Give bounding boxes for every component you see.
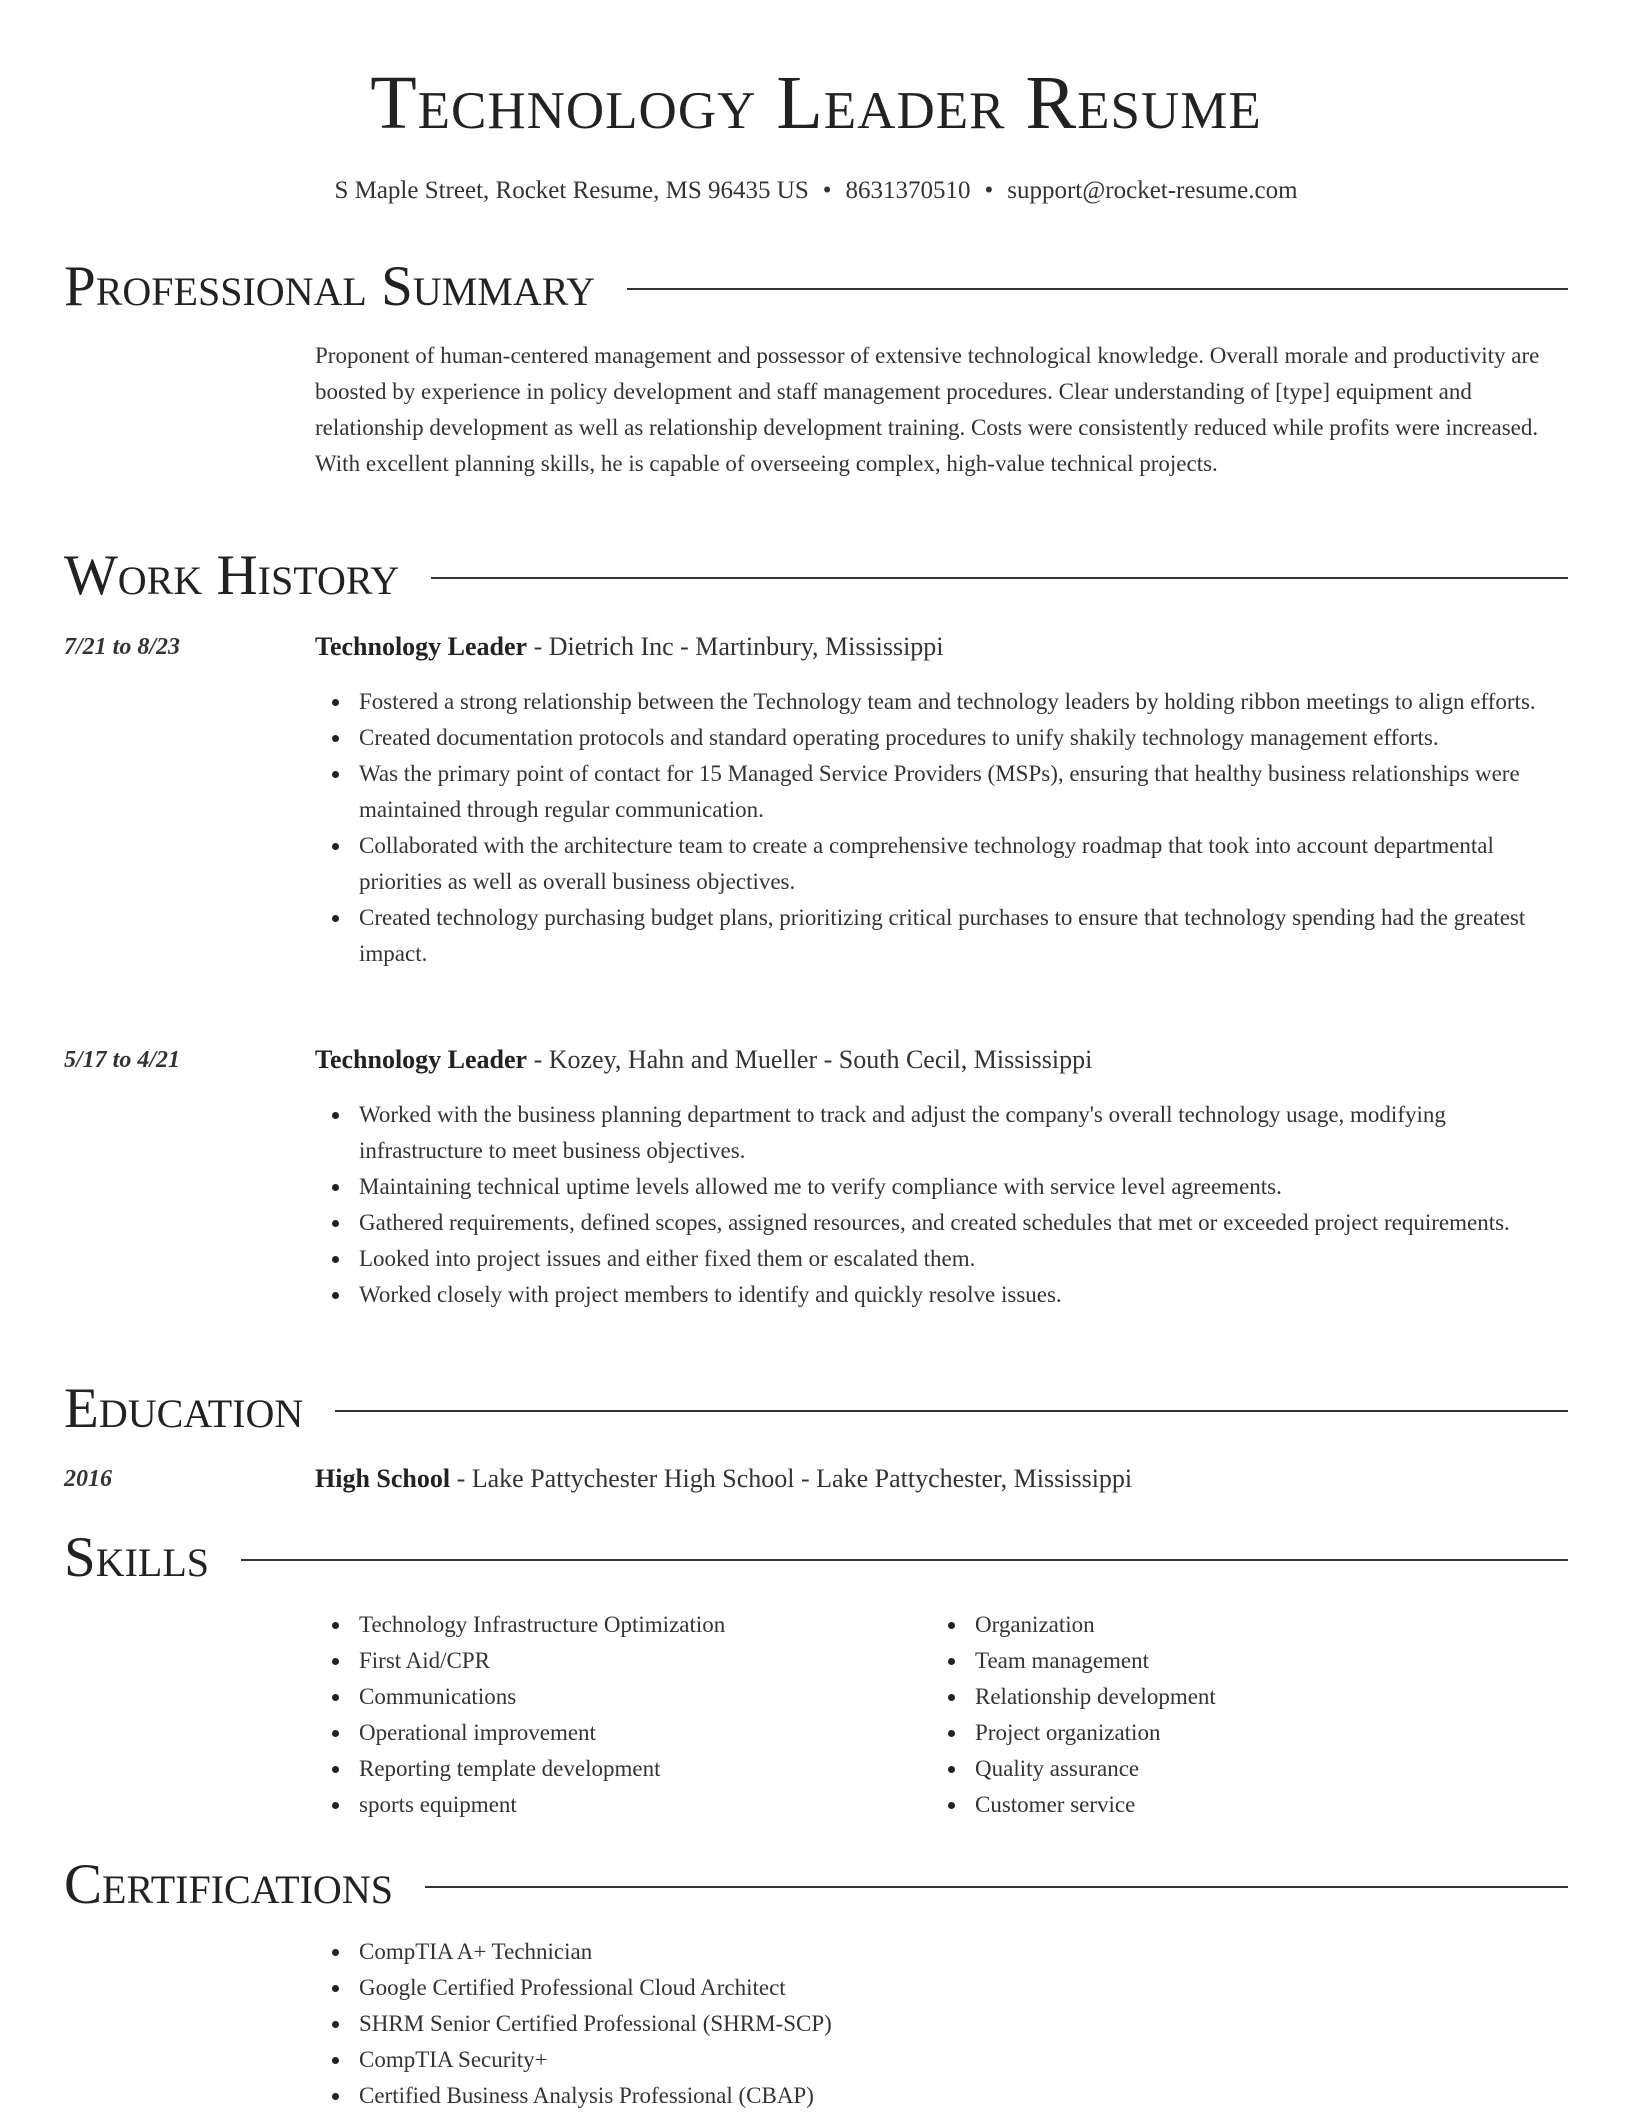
contact-address: S Maple Street, Rocket Resume, MS 96435 US xyxy=(334,177,809,204)
skill-item: Team management xyxy=(975,1643,1535,1679)
contact-phone: 8631370510 xyxy=(845,177,971,204)
contact-email[interactable]: support@rocket-resume.com xyxy=(1007,177,1298,204)
skills-list-left xyxy=(315,1607,919,1823)
skill-item: Reporting template development xyxy=(359,1751,919,1787)
summary-section-header xyxy=(64,252,1568,322)
contact-separator: • xyxy=(984,177,994,204)
section-divider xyxy=(425,1886,1568,1888)
certification-item: CompTIA A+ Technician xyxy=(359,1934,1568,1970)
skills-list-right xyxy=(931,1607,1535,1823)
summary-text: Proponent of human-centered management and possessor of extensive technological knowledge. Overall morale and productivity are boosted by experience in policy development and staff management procedures. Clear understanding of [type] equipment and relationship development as well as relationship development training. Costs were consistently reduced while profits were increased. With excellent planning skills, he is capable of overseeing complex, high-value technical projects. xyxy=(315,343,1540,476)
education-school: - Lake Pattychester High School - Lake Pattychester, Mississippi xyxy=(450,1464,1133,1493)
skill-item: Communications xyxy=(359,1679,919,1715)
section-title: Work History xyxy=(64,544,400,607)
job-bullet-list xyxy=(315,1097,1568,1313)
list-item: Worked closely with project members to identify and quickly resolve issues. xyxy=(359,1277,1568,1313)
education-section-header xyxy=(64,1374,1568,1444)
certification-item: CompTIA Security+ xyxy=(359,2042,1568,2078)
skill-item: Organization xyxy=(975,1607,1535,1643)
list-item: Created documentation protocols and standard operating procedures to unify shakily technology management efforts. xyxy=(359,720,1568,756)
certification-item: Certified Business Analysis Professional (CBAP) xyxy=(359,2078,1568,2114)
certifications-list xyxy=(315,1934,1568,2114)
job-dates: 7/21 to 8/23 xyxy=(64,634,181,660)
skill-item: sports equipment xyxy=(359,1787,919,1823)
skills-section-header xyxy=(64,1523,1568,1593)
skill-item: Relationship development xyxy=(975,1679,1535,1715)
section-title: Certifications xyxy=(64,1853,393,1916)
job-employer: - Dietrich Inc - Martinbury, Mississippi xyxy=(527,632,944,661)
contact-line xyxy=(0,174,1632,208)
section-divider xyxy=(241,1559,1568,1561)
job-heading xyxy=(315,630,1568,664)
job-dates: 5/17 to 4/21 xyxy=(64,1047,181,1073)
list-item: Collaborated with the architecture team to create a comprehensive technology roadmap that took into account departmental priorities as well as overall business objectives. xyxy=(359,828,1568,900)
job-bullet-list xyxy=(315,684,1568,972)
list-item: Was the primary point of contact for 15 Managed Service Providers (MSPs), ensuring that healthy business relationships were maintained through regular communication. xyxy=(359,756,1568,828)
job-employer: - Kozey, Hahn and Mueller - South Cecil, Mississippi xyxy=(527,1045,1093,1074)
list-item: Looked into project issues and either fixed them or escalated them. xyxy=(359,1241,1568,1277)
list-item: Maintaining technical uptime levels allowed me to verify compliance with service level agreements. xyxy=(359,1169,1568,1205)
list-item: Fostered a strong relationship between the Technology team and technology leaders by holding ribbon meetings to align efforts. xyxy=(359,684,1568,720)
job-heading xyxy=(315,1043,1568,1077)
work-history-section-header xyxy=(64,541,1568,611)
section-divider xyxy=(627,288,1568,290)
education-heading xyxy=(315,1462,1568,1496)
skill-item: Operational improvement xyxy=(359,1715,919,1751)
job-role: Technology Leader xyxy=(315,1045,528,1074)
section-title: Education xyxy=(64,1377,304,1440)
resume-title: Technology Leader Resume xyxy=(370,61,1262,145)
section-title: Professional Summary xyxy=(64,255,596,318)
section-title: Skills xyxy=(64,1526,210,1589)
contact-separator: • xyxy=(822,177,832,204)
job-role: Technology Leader xyxy=(315,632,528,661)
skill-item: Technology Infrastructure Optimization xyxy=(359,1607,919,1643)
list-item: Gathered requirements, defined scopes, assigned resources, and created schedules that met or exceeded project requirements. xyxy=(359,1205,1568,1241)
section-divider xyxy=(431,577,1568,579)
education-degree: High School xyxy=(315,1464,451,1493)
certifications-section-header xyxy=(64,1850,1568,1920)
list-item: Created technology purchasing budget plans, prioritizing critical purchases to ensure that technology spending had the greatest impact. xyxy=(359,900,1568,972)
skill-item: Customer service xyxy=(975,1787,1535,1823)
education-year: 2016 xyxy=(64,1466,112,1492)
skill-item: Project organization xyxy=(975,1715,1535,1751)
skill-item: Quality assurance xyxy=(975,1751,1535,1787)
list-item: Worked with the business planning department to track and adjust the company's overall technology usage, modifying infrastructure to meet business objectives. xyxy=(359,1097,1568,1169)
section-divider xyxy=(335,1410,1568,1412)
skill-item: First Aid/CPR xyxy=(359,1643,919,1679)
certification-item: SHRM Senior Certified Professional (SHRM-SCP) xyxy=(359,2006,1568,2042)
certification-item: Google Certified Professional Cloud Architect xyxy=(359,1970,1568,2006)
